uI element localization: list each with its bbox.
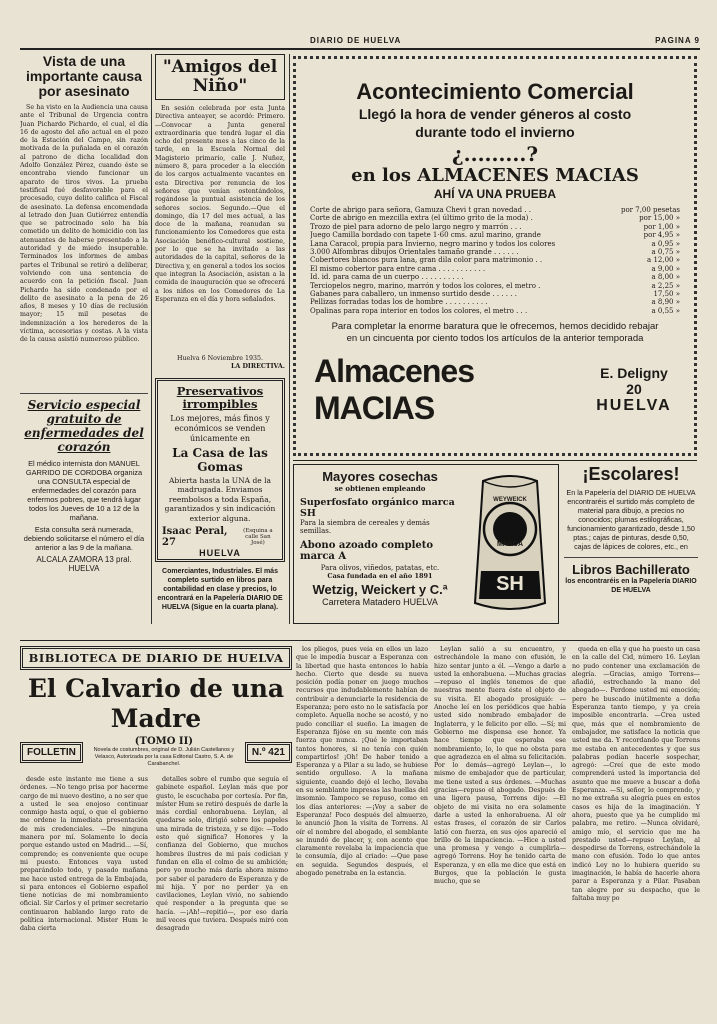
item-price: por 7,00 pesetas <box>620 206 680 214</box>
price-row <box>310 231 680 239</box>
company-address: Carretera Matadero HUELVA <box>322 597 438 607</box>
item-description: El mismo cobertor para entre cama . . . . . . . . . . . <box>310 264 486 273</box>
column-1 <box>20 54 148 624</box>
price-row <box>310 256 680 264</box>
section-rule <box>293 460 697 461</box>
ad-subtitle: Llegó la hora de vender géneros al costo durante todo el invierno <box>358 106 632 140</box>
ad-hours: Abierta hasta la UNA de la madrugada. Enviamos reembolsos a toda España, garantizados y sin indicación exterior alguna. <box>164 475 276 523</box>
item-description: Pellizas forradas todas los de hombre . . . . . . . . . . <box>310 298 488 307</box>
founded: Casa fundada en el año 1891 <box>327 572 433 580</box>
product-2: Abono azoado completo marca A <box>300 540 434 562</box>
item-price: a 12,00 » <box>647 256 680 265</box>
price-list <box>306 206 684 315</box>
ad-city: HUELVA <box>199 548 241 559</box>
ad-address: Isaac Peral, 27 <box>162 526 228 549</box>
tomo: (TOMO II) <box>134 736 193 747</box>
ad-body: En la Papelería del DIARIO DE HUELVA encontraréis el surtido más completo de material para dibujo, a precios no conocidos; plumas estilográficas, funcionamiento garantizado, desde 1,50 ptas.; cajas de pinturas, desde 0,50, cajas de lápices de colores, etc., en <box>566 488 696 551</box>
store-address: E. Deligny 20 <box>600 365 668 398</box>
almacenes-macias-ad <box>293 56 697 456</box>
cosechas-ad <box>293 464 559 624</box>
installment-number: N.º 421 <box>245 742 292 763</box>
dateline: Huelva 6 Noviembre 1935. <box>177 355 263 362</box>
article-title: "Amigos del Niño" <box>162 57 278 96</box>
price-row <box>310 223 680 231</box>
preservativos-ad <box>155 378 285 562</box>
ad-title: Preservativos irrompibles <box>176 383 264 411</box>
item-price: a 2,25 » <box>651 281 680 290</box>
brand-name: Almacenes MACIAS <box>314 353 474 427</box>
price-row <box>310 282 680 290</box>
section-rule <box>20 640 700 641</box>
ad-title: Acontecimiento Comercial <box>356 79 634 104</box>
item-price: por 15,00 » <box>639 214 680 223</box>
item-description: 3.000 Alfombras dibujos Orientales tamaño grande . . . . . . <box>310 248 519 257</box>
price-row <box>310 273 680 281</box>
comerciantes-note: Comerciantes, Industriales. El más completo surtido en libros para contabilidad en clase y precios, lo encontrará en la Papelería DIARIO DE HUELVA (Sigue en la cuarta plana). <box>157 567 283 611</box>
ad-title: Servicio especial gratuito de enfermedades del corazón <box>24 398 144 454</box>
price-row <box>310 206 680 214</box>
column-2 <box>155 54 285 624</box>
article-title: Vista de una importante causa por asesinato <box>26 54 142 99</box>
article-body: En sesión celebrada por esta Junta Directiva anteayer, se acordó: Primero.—Convocar a Junta general extraordinaria que tendrá lugar el día ocho del presente mes a las cinco de la tarde, en la Escuela Normal del Magisterio primario, calle J. Nuñez, número 8, para proceder a la elección de los cargos actualmente vacantes en esta Directiva por renuncia de los señores que venían ostentándolos, rogándose la puntual asistencia de los señores socios. Segundo.—Que el domingo, día 17 del mes actual, a las doce de la mañana, reanudan su funcionamiento los Comedores que esta Asociación benéfico-cultural sostiene, por lo que se ha invitado a las autoridades de la capital, señores de la Directiva y, en general a todos los socios que integran la Asociación, asistan a la comida de inauguración que se ofrecerá a los niños en los Comedores de La Esperanza en el día y hora señalados. <box>155 105 285 303</box>
folletin-column-d: Leylan salió a su encuentro, y estrechándole la mano con efusión, le hizo sentar junto a él. —Vengo a darle a usted la enhorabuena. —Muchas gracias—repuso el inglés tenemos de que nuestras mente fuera éste el objeto de su visita. El abogado prosiguió: —Anoche leí en los periódicos que había usted sido nombrado embajador de Inglaterra, y le felicito por ello. —Sí; mi Gobierno me dispensa ese honor. Ya hace tiempo que esperaba ese nombramiento, lo, lo que no obsta para que agradezca en el alma su felicitación. Por lo demás—agregó Leylan—, lo mismo de embajador que de particular, me tiene usted a sus órdenes. —Muchas gracias—repuso el abogado. Después de una ligera pausa, Torrens dijo: —El objeto de mi visita no era solamente darle a usted la enhorabuena. Al oír estas frases, el corazón de sir Carlos latió con fuerza, en sus ojos apareció el brillo de la impaciencia. —Hice a usted una promesa y vengo a cumplirla—agregó Torrens. Hoy he tenido carta de Esperanza, y en ella me dice que está en Burgos, que la población le gusta mucho, que se <box>434 646 566 886</box>
ad-title: Mayores cosechas <box>322 469 438 484</box>
price-row <box>310 265 680 273</box>
libros-title: Libros Bachillerato <box>572 562 690 577</box>
sack-brand-label: SH <box>496 573 524 595</box>
ad-address-note: (Esquina a calle San José) <box>243 528 273 547</box>
item-description: Opalinas para ropa interior en todos los colores, el metro . . . <box>310 306 528 315</box>
folletin-box <box>20 646 292 774</box>
folletin-column-e: queda en ella y que ha puesto un casa en la calle del Cid, número 16. Leylan no pudo contener una exclamación de alegría. —Gracias, amigo Torrens—añadió, estrechando la mano del abogado—. Perdone usted mi emoción; pero he buscado inútilmente a doña Esperanza tanto tiempo, y ya creía imposible encontrarla. —Crea usted que, más que el nombramiento de embajador, me satisface la noticia que usted me da. Y recordando que Torrens me estaba en antecedentes y que sus palabras podían hacerle sospechar, agregó: —Creí que de este modo comprenderá usted la importancia del asunto que me mueve a buscar a doña Esperanza. —Sí, señor, lo comprendo, y no me extraña su alegría pues en estos casos es hija de la imaginación. Y ahora, puesto que ya he cumplido mi palabra, me retiro. —Nunca olvidaré, amigo mío, el servicio que me ha prestado usted—repuso Leylan, al despedirse de Torrens, estrechándole la mano con efusión. Todo lo que antes indicó Ley no lo hubiera querido su imaginación, le había de hacerle ahora parar a Esperanza y a Pilar. Pasaban tan alegre por su despacho, que le faltaba muy po <box>572 646 700 902</box>
page-number: PAGINA 9 <box>655 36 700 45</box>
item-description: Lana Caracol, propia para Invierno, negro marino y todos los colores <box>310 239 556 248</box>
header-rule <box>20 48 700 50</box>
item-price: a 0,55 » <box>651 306 680 315</box>
novel-title: El Calvario de una Madre <box>27 674 285 733</box>
item-price: a 8,90 » <box>651 298 680 307</box>
ad-title: ¡Escolares! <box>582 464 680 484</box>
product-2-use: Para olivos, viñedos, patatas, etc. <box>320 564 440 572</box>
signature: LA DIRECTIVA. <box>230 363 285 371</box>
product-1-use: Para la siembra de cereales y demás semillas. <box>300 519 430 535</box>
item-description: Corte de abrigo en mezcilla extra (el último grito de la moda) . <box>310 214 533 223</box>
shop-name: La Casa de las Gomas <box>172 445 268 474</box>
ad-body: Los mejores, más finos y económicos se venden únicamente en <box>170 413 270 443</box>
item-description: Corte de abrigo para señora, Gamuza Chevi t gran novedad . . <box>310 206 531 214</box>
item-price: por 4,95 » <box>643 231 680 240</box>
store-line: en los ALMACENES MACIAS <box>351 165 639 186</box>
item-price: a 8,00 » <box>651 273 680 282</box>
item-price: a 0,95 » <box>651 239 680 248</box>
credits: Novela de costumbres, original de D. Julián Castellanos y Velasco, Autorizada por la casa Editorial Castro, S. A. de Carabanchel. <box>93 747 235 767</box>
escolares-ad <box>564 464 698 624</box>
library-name: BIBLIOTECA DE DIARIO DE HUELVA <box>28 651 284 665</box>
company-name: Wetzig, Weickert y C.ª <box>312 582 448 597</box>
item-price: a 0,75 » <box>651 248 680 257</box>
item-price: 17,50 » <box>653 290 680 299</box>
ad-body-1: El médico internista don MANUEL GARRIDO DE CORDOBA organiza una CONSULTA especial de enfermedades del corazón para enfermos pobres, que tendrá lugar todos los Jueves de 10 a 12 de la mañana. <box>25 459 143 522</box>
folletin-column-b: detalles sobre el rumbo que seguía el gabinete español. Leylan más que por gusto, le escuchaba por cortesía. Por fin, míster Hum se retiró después de darle la más cordial enhorabuena. Leylan, al quedarse solo, dirigió sobre los papeles una mirada de tristeza, y se dijo: —Todo esto qué significa? Honores y la confianza del Gobierno, que muchos hombres ilustres de mi país codician y fundan en ella el colmo de su ambición; pero yo mucho más daría ahora mismo por saber el paradero de Esperanza y de mi hija. Y por no perder ya en cavilaciones, Leylan vivió, no sabiendo qué responder a la pregunta que se hacía. —¡Ah!—repitió—, por eso daría mil veces que tuviera. Después miró con desagrado <box>156 776 288 933</box>
column-divider <box>289 54 290 624</box>
column-divider <box>151 54 152 624</box>
newspaper-name: DIARIO DE HUELVA <box>310 36 402 45</box>
item-description: Gabanes para caballero, un inmenso surtido desde . . . . . . <box>310 290 517 299</box>
sack-top-label: WEYWEICK <box>493 497 527 503</box>
item-description: Cobertores blancos pura lana, gran dila color para matrimonio . . <box>310 256 543 265</box>
article-body: Se ha visto en la Audiencia una causa ante el Tribunal de Urgencia contra Juan Pichardo Pichardo, el cual, el día 16 de agosto del año actual en el pozo de la Estación del Campo, sin razón motivada de la puñalada en el corazón al patrono de dicha localidad don Adolfo González Pérez, cuando éste se encontraba viendo funcionar un aparato de tiros vivos. La prueba testifical fué desfavorable para el procesado, cuyo delito califica el Fiscal de asesinato. La defensa encomendada al letrado don Juan Gutiérrez entendía que se patrocinado solo ha bía cometido un delito de homicidio con las atenuantes de haberse presentado a la autoridad y de miedo insuperable. Terminados los informes de ambas partes el Tribunal se retiró a deliberar, volviendo con una sentencia de acuerdo con la petición fiscal. Juan Pichardo ha sido condenado por el delito de asesinato a la pena de 26 años, 8 meses y 10 días de reclusión mayor; 15 mil pesetas de indemnización a los herederos de la víctima, accesorias y costas. A la vista de la causa asistió numeroso público. <box>20 104 148 344</box>
product-1: Superfosfato orgánico marca SH <box>300 497 455 519</box>
ad-question: ¿.........? <box>451 142 539 166</box>
item-price: por 1,00 » <box>643 222 680 231</box>
ad-body-2: Esta consulta será numerada, debiendo solicitarse el número el día anterior a las 9 de la mañana. <box>23 525 145 552</box>
closing-text: Para completar la enorme baratura que le ofrecemos, hemos decidido rebajar en un cincuenta por ciento todos los artículos de la anterior temporada <box>331 321 659 345</box>
sack-mid-label: MARCA <box>496 541 524 548</box>
item-description: Terciopelos negro, marino, marrón y todos los colores, el metro . <box>310 281 541 290</box>
price-row <box>310 290 680 298</box>
page-header <box>20 32 700 48</box>
item-price: a 9,00 » <box>651 264 680 273</box>
store-city: HUELVA <box>596 397 672 415</box>
price-row <box>310 307 680 315</box>
libros-body: los encontraréis en la Papelería DIARIO DE HUELVA <box>565 578 697 594</box>
ad-sub: se obtienen empleando <box>334 484 426 493</box>
ad-tagline: AHÍ VA UNA PRUEBA <box>433 187 557 201</box>
price-row <box>310 248 680 256</box>
price-row <box>310 214 680 222</box>
folletin-column-a: desde este instante me tiene a sus órdenes. —No tengo prisa por hacerme cargo de mi nuevo destino, a no ser que a usted le sea enojoso continuar conmigo hasta aquí, o que el gobierno me ordene la inmediata presentación de mis credenciales. —De ninguna manera por mí. Solamente lo decía porque estando usted en Madrid... —Sí, comprendo; es conveniente que ocupe mi puesto. Entonces vaya usted preparándolo todo, y pasado mañana me hace usted entrega de la Embajada, si para entonces el Gobierno español tiene noticias de mi nombramiento oficial. Sir Carlos y el primer secretario continuaron hablando largo rato de política internacional. Mister Hum le daba cierta <box>20 776 148 933</box>
item-description: Id. id. para cama de un cuerpo . . . . . . . . . . <box>310 273 464 282</box>
ad-address: ALCALA ZAMORA 13 pral. HUELVA <box>36 555 132 573</box>
item-description: Juego Camilla bordado con tapete 1·60 cms. azul marino, grande <box>310 231 541 240</box>
item-description: Trozo de piel para adorno de pelo largo negro y marrón . . . <box>310 222 522 231</box>
folletin-label: FOLLETIN <box>20 742 83 763</box>
price-row <box>310 240 680 248</box>
price-row <box>310 298 680 306</box>
folletin-column-c: los pliegos, pues veía en ellos un lazo que le impedía buscar a Esperanza con la libertad que hasta entonces lo había hecho. Cierto que desde su nueva posición podía poner en juego muchos recursos que indudablemente habían de contribuir a denunciarle la residencia de Esperanza; pero esto no le satisfacía por completo. Aquella noche se acostó, y no pudo conciliar el sueño. La imagen de Esperanza fijóse en su mente con más fuerza que nunca. ¡Qué le importaban tantos honores, si no tenía con quién compartirlos! ¡Oh! De haber tenido a Esperanza y a Pilar a su lado, se hubiese sentido orgulloso. A la mañana siguiente, cuando dejó el lecho, llevaba en su semblante impresas las huellas del insomnio. Tampoco se repuso, como en los días anteriores: —¡Voy a saber de Esperanza! Poco después del almuerzo, le anunció Jhon la visita de Torrens. Al oír el nombre del abogado, el semblante se inundó de placer, y, con acento que claramente revelaba la impaciencia que le consumía, dijo al criado: —Que pase en seguida. Segundos después, el abogado penetraba en la estancia. <box>296 646 428 878</box>
